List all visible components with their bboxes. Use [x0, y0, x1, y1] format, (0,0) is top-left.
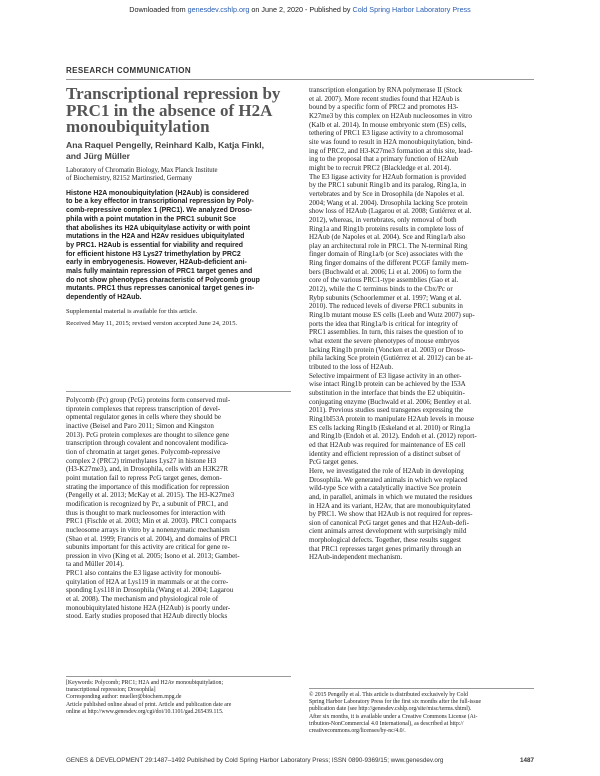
body-line: sponding Lys118 in Drosophila (Wang et al. 2004; Lagarou	[66, 586, 234, 595]
body-line: strating the importance of this modification for repression	[66, 482, 230, 491]
body-line: ports the idea that Ring1a/b is critical for integrity of	[309, 319, 458, 328]
body-line: (H3-K27me3), and, in Drosophila, cells with an H3K27R	[66, 465, 229, 474]
license-line: After six months, it is available under a Creative Commons License (At-	[309, 713, 478, 720]
body-line: monoubiquitylated histone H2A (H2Aub) is poorly under-	[66, 603, 231, 612]
body-line: subunits important for this activity are critical for gene re-	[66, 543, 230, 552]
license-line: Spring Harbor Laboratory Press for the first six months after the full-issue	[309, 699, 482, 706]
body-line: identity and efficient repression of a distinct subset of	[309, 449, 461, 458]
body-line: 2013). PcG protein complexes are thought to silence gene	[66, 430, 230, 439]
body-line: Rybp subunits (Schoorlemmer et al. 1997; Wang et al.	[309, 293, 462, 302]
left-body	[66, 396, 291, 621]
body-line: site was found to result in H2A monoubiquitylation, bind-	[309, 137, 473, 146]
body-line: (Kalb et al. 2014). In mouse embryonic stem (ES) cells,	[309, 120, 467, 129]
license-rule	[309, 688, 534, 689]
footnote-line: transcriptional repression; Drosophila]	[66, 687, 156, 694]
body-line: inactive (Beisel and Paro 2011; Simon and Kingston	[66, 421, 214, 430]
abstract-line: dependently of H2Aub.	[66, 294, 142, 302]
abstract-line: Histone H2A monoubiquitylation (H2Aub) is considered	[66, 189, 249, 197]
body-line: Selective impairment of E3 ligase activity in an other-	[309, 371, 462, 380]
body-line: H2Aub (de Napoles et al. 2004). Sce and Ring1a/b also	[309, 233, 466, 242]
body-line: thus is thought to mark nucleosomes for interaction with	[66, 508, 226, 517]
footnote-line: Article published online ahead of print. Article and publication date are	[66, 701, 232, 708]
abstract-line: early in embryogenesis. However, H2Aub-deficient ani-	[66, 259, 247, 267]
body-line: phila lacking Sce protein (Gutiérrez et al. 2012) can be at-	[309, 354, 473, 363]
body-line: tethering of PRC1 E3 ligase activity to a chromosomal	[309, 129, 464, 138]
abstract-line: comb-repressive complex 1 (PRC1). We analyzed Droso-	[66, 207, 253, 215]
body-line: pression in vivo (King et al. 2005; Isono et al. 2013; Gambet-	[66, 551, 240, 560]
title-line: Transcriptional repression by	[66, 84, 281, 103]
body-line: show loss of H2Aub (Lagarou et al. 2008; Gutiérrez et al.	[309, 207, 472, 216]
body-line: morphological defects. Together, these results suggest	[309, 536, 461, 545]
body-line: quitylation of H2A at Lys119 in mammals or at the corre-	[66, 577, 229, 586]
body-line: Ring1bI53A protein to manipulate H2Aub levels in mouse	[309, 414, 474, 423]
left-column	[66, 86, 291, 333]
license-line: tribution-NonCommercial 4.0 International), as described at http://	[309, 720, 464, 727]
section-label: RESEARCH COMMUNICATION	[66, 66, 192, 75]
body-line: PRC1 assemblies. In turn, this raises the question of to	[309, 328, 464, 337]
body-line: Ring1b mutant mouse ES cells (Leeb and Wutz 2007) sup-	[309, 311, 475, 320]
body-line: modification is recognized by Pc, a subunit of PRC1, and	[66, 499, 228, 508]
abstract-line: phila with a point mutation in the PRC1 subunit Sce	[66, 215, 236, 223]
body-line: Ring finger domains of the different PCGF family mem-	[309, 259, 469, 268]
body-line: in H2A and its variant, H2Av, that are monoubiquitylated	[309, 501, 471, 510]
article-title	[66, 86, 291, 136]
body-line: tion of chromatin at target genes. Polycomb-repressive	[66, 447, 221, 456]
authors	[66, 140, 291, 162]
body-line: lacking Ring1b protein (Voncken et al. 2003) or Droso-	[309, 345, 466, 354]
abstract-rule	[66, 391, 291, 392]
body-line: ES cells lacking Ring1b (Eskeland et al. 2010) or Ring1a	[309, 423, 471, 432]
body-line: H2Aub-independent mechanism.	[309, 553, 403, 562]
body-line: 2012), whereas, in vertebrates, only removal of both	[309, 215, 457, 224]
supplemental-note: Supplemental material is available for this article.	[66, 307, 198, 315]
body-line: Ring1a and Ring1b proteins results in complete loss of	[309, 224, 464, 233]
body-line: opmental regulator genes in cells where they should be	[66, 413, 221, 422]
body-line: tiprotein complexes that repress transcription of devel-	[66, 404, 221, 413]
body-line: bers (Buchwald et al. 2006; Li et al. 2006) to form the	[309, 267, 462, 276]
body-line: nucleosome arrays in vitro by a nonenzymatic mechanism	[66, 525, 230, 534]
body-line: Polycomb (Pc) group (PcG) proteins form conserved mul-	[66, 396, 231, 404]
abstract	[66, 190, 291, 303]
publisher-link[interactable]: Cold Spring Harbor Laboratory Press	[352, 5, 471, 14]
body-line: PRC1 (Fischle et al. 2003; Min et al. 2003). PRC1 compacts	[66, 517, 237, 526]
download-banner	[0, 5, 600, 14]
body-line: wise intact Ring1b protein can be achieved by the I53A	[309, 380, 466, 389]
body-line: sion of canonical PcG target genes and that H2Aub-defi-	[309, 518, 469, 527]
body-line: (Shao et al. 1999; Francis et al. 2004), and domains of PRC1	[66, 534, 238, 543]
abstract-line: mutations in the H2A and H2Av residues ubiquitylated	[66, 233, 245, 241]
body-line: stood. Early studies proposed that H2Aub directly blocks	[66, 612, 228, 621]
license	[309, 692, 534, 735]
body-line: substitution in the interface that binds the E2 ubiquitin-	[309, 388, 465, 397]
journal-citation: GENES & DEVELOPMENT 29:1487–1492 Published by Cold Spring Harbor Laboratory Press; ISSN 0890-9369/15; www.genesdev.org	[66, 757, 444, 764]
body-line: transcription through covalent and noncovalent modifica-	[66, 439, 229, 448]
footnote-line: online at http://www.genesdev.org/cgi/doi/10.1101/gad.265439.115.	[66, 708, 224, 715]
body-line: cient animals arrest development with surprisingly mild	[309, 527, 467, 536]
abstract-line: to be a key effector in transcriptional repression by Poly-	[66, 198, 254, 206]
footnote-rule	[66, 676, 291, 677]
body-line: ing to the proposal that a primary function of H2Aub	[309, 155, 459, 164]
body-line: conjugating enzyme (Buchwald et al. 2006; Bentley et al.	[309, 397, 472, 406]
body-line: complex 2 (PRC2) trimethylates Lys27 in histone H3	[66, 456, 217, 465]
affiliation	[66, 167, 291, 184]
body-line: and Ring1b (Endoh et al. 2012). Endoh et al. (2012) report-	[309, 432, 477, 441]
body-line: ing of PRC2, and H3-K27me3 formation at this site, lead-	[309, 146, 473, 155]
title-line: PRC1 in the absence of H2A	[66, 100, 273, 120]
abstract-line: mals fully maintain repression of PRC1 target genes and	[66, 268, 253, 276]
body-line: ta and Müller 2014).	[66, 560, 124, 569]
body-line: et al. 2008). The mechanism and physiological role of	[66, 595, 219, 604]
received-dates: Received May 11, 2015; revised version accepted June 24, 2015.	[66, 320, 238, 328]
abstract-line: by PRC1. H2Aub is essential for viability and required	[66, 241, 243, 249]
body-line: wild-type Sce with a catalytically inactive Sce protein	[309, 484, 462, 493]
body-line: Here, we investigated the role of H2Aub in developing	[309, 466, 464, 475]
abstract-line: mutants. PRC1 thus represses canonical target genes in-	[66, 285, 255, 293]
body-line: and, in parallel, animals in which we mutated the residues	[309, 492, 473, 501]
title-line: monoubiquitylation	[66, 117, 210, 136]
right-body	[309, 86, 534, 562]
body-line: what extent the severe phenotypes of mouse embryos	[309, 337, 460, 346]
footnotes	[66, 680, 291, 716]
body-line: 2010). The reduced levels of diverse PRC1 subunits in	[309, 302, 463, 311]
page-number: 1487	[519, 757, 534, 764]
body-line: transcription elongation by RNA polymerase II (Stock	[309, 86, 463, 94]
body-line: (Pengelly et al. 2013; McKay et al. 2015). The H3-K27me3	[66, 491, 235, 500]
download-prefix: Downloaded from	[129, 5, 188, 14]
license-line: publication date (see http://genesdev.cshlp.org/site/misc/terms.xhtml).	[309, 706, 472, 713]
abstract-line: do not show phenotypes characteristic of Polycomb group	[66, 276, 260, 284]
body-line: vertebrates and by Sce in Drosophila (de Napoles et al.	[309, 189, 464, 198]
body-line: finger domain of Ring1a/b (or Sce) associates with the	[309, 250, 463, 259]
body-line: ed that H2Aub was required for maintenance of ES cell	[309, 440, 466, 449]
page-footer	[66, 757, 534, 764]
footnote-line: [Keywords: Polycomb; PRC1; H2A and H2Av monoubiquitylation;	[66, 680, 224, 686]
body-line: 2011). Previous studies used transgenes expressing the	[309, 406, 464, 415]
header-rule	[66, 79, 534, 80]
site-link[interactable]: genesdev.cshlp.org	[187, 5, 250, 14]
affiliation-line: Laboratory of Chromatin Biology, Max Planck Institute	[66, 166, 218, 174]
body-line: et al. 2007). More recent studies found that H2Aub is	[309, 94, 460, 103]
body-line: by the PRC1 subunit Ring1b and its paralog, Ring1a, in	[309, 181, 467, 190]
body-line: K27me3 by this complex on H2Aub nucleosomes in vitro	[309, 111, 472, 120]
body-line: core of the various PRC1-type assemblies (Gao et al.	[309, 276, 459, 285]
body-line: PcG target genes.	[309, 458, 359, 467]
body-line: 2012), while the C terminus binds to the Cbx/Pc or	[309, 285, 453, 294]
body-line: by PRC1. We show that H2Aub is not required for repres-	[309, 510, 473, 519]
abstract-line: for efficient histone H3 Lys27 trimethylation by PRC2	[66, 250, 241, 258]
license-line: creativecommons.org/licenses/by-nc/4.0/.	[309, 728, 406, 735]
download-mid: on June 2, 2020 - Published by	[249, 5, 353, 14]
body-line: Drosophila. We generated animals in which we replaced	[309, 475, 468, 484]
license-line: © 2015 Pengelly et al. This article is distributed exclusively by Cold	[309, 692, 468, 698]
footnote-line: Corresponding author: mueller@biochem.mpg.de	[66, 694, 182, 701]
body-line: PRC1 also contains the E3 ligase activity for monoubi-	[66, 569, 222, 578]
body-line: play an architectural role in PRC1. The N-terminal Ring	[309, 241, 468, 250]
body-line: tributed to the loss of H2Aub.	[309, 363, 394, 371]
body-line: bound by a specific form of PRC2 and promotes H3-	[309, 103, 459, 112]
body-line: 2004; Wang et al. 2004). Drosophila lacking Sce protein	[309, 198, 468, 207]
body-line: point mutation fail to repress PcG target genes, demon-	[66, 473, 222, 482]
body-line: might be to recruit PRC2 (Blackledge et al. 2014).	[309, 163, 452, 172]
author-line: and Jürg Müller	[66, 150, 130, 161]
author-line: Ana Raquel Pengelly, Reinhard Kalb, Katja Finkl,	[66, 139, 265, 150]
body-line: that PRC1 represses target genes primarily through an	[309, 544, 462, 553]
body-line: The E3 ligase activity for H2Aub formation is provided	[309, 172, 466, 181]
affiliation-line: of Biochemistry, 82152 Martinsried, Germany	[66, 175, 193, 183]
abstract-line: that abolishes its H2A ubiquitylase activity or with point	[66, 224, 250, 232]
